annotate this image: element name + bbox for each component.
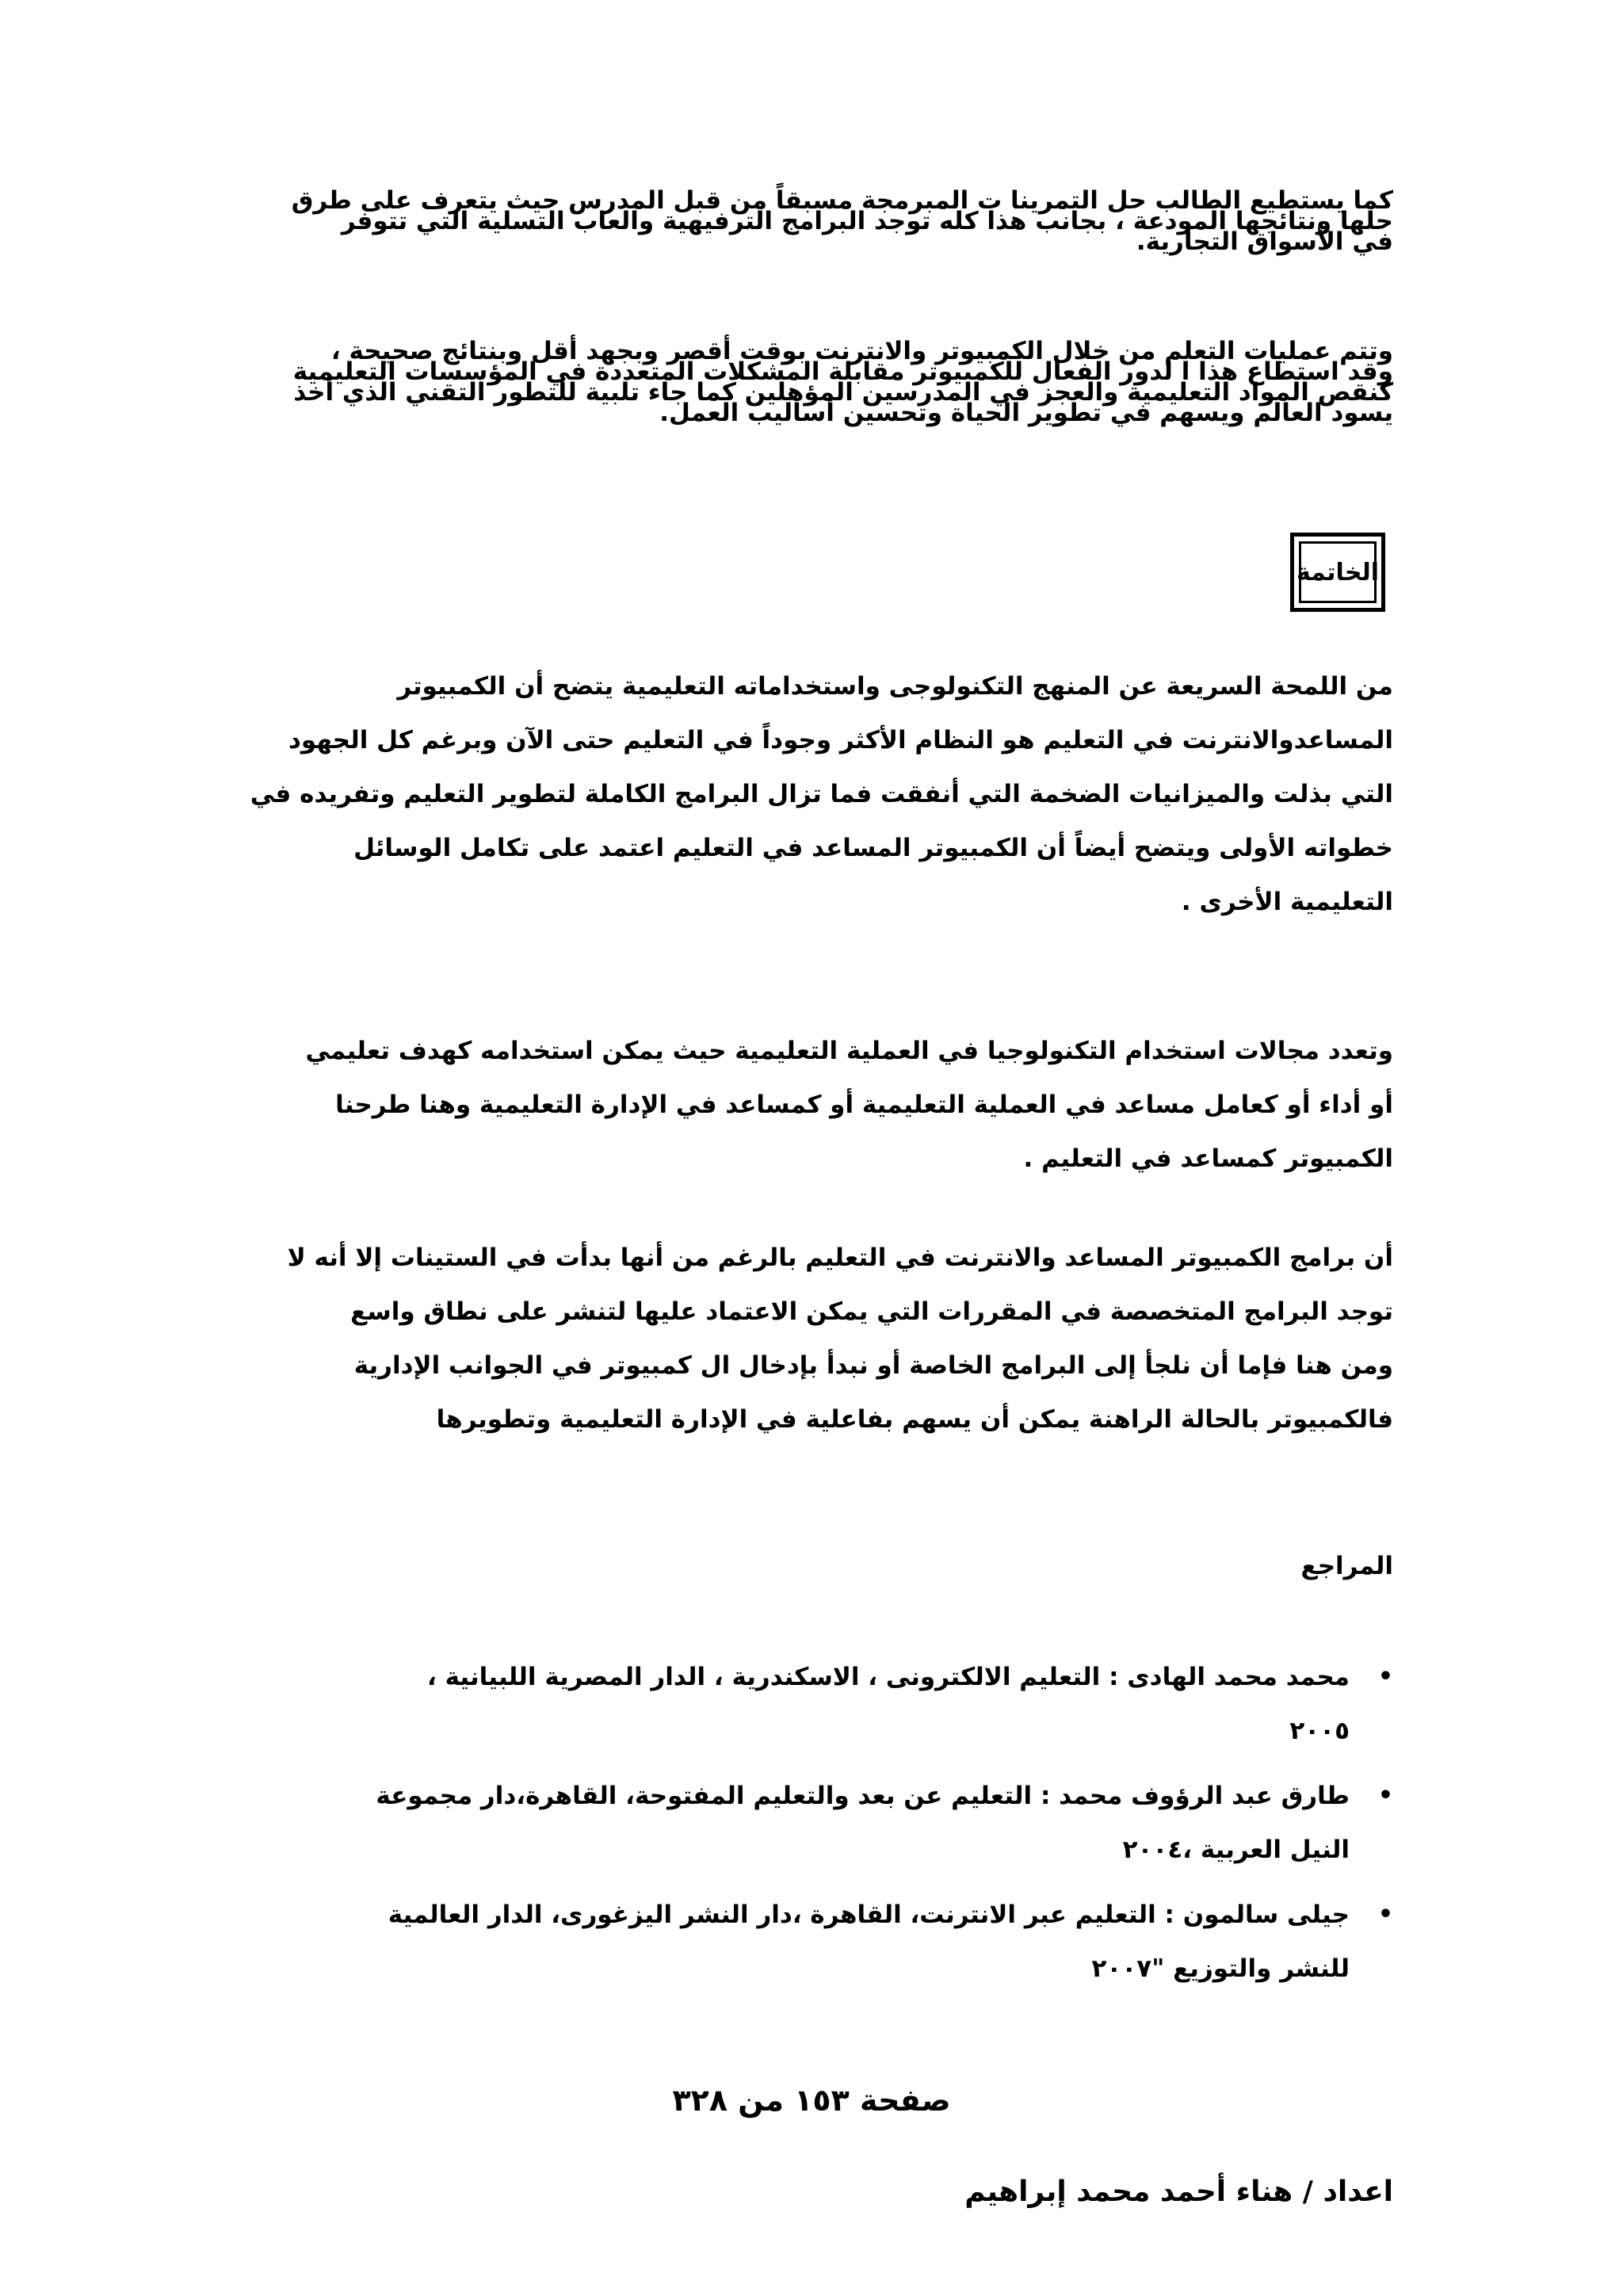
reference-line: للنشر والتوزيع "٢٠٠٧ (1091, 1954, 1350, 1983)
paragraph-line: أن برامج الكمبيوتر المساعد والانترنت في التعليم بالرغم من أنها بدأت في الستينات إلا أنه لا (287, 1244, 1393, 1272)
section-heading-box (1290, 533, 1385, 612)
paragraph-line: فالكمبيوتر بالحالة الراهنة يمكن أن يسهم بفاعلية في الإدارة التعليمية وتطويرها (436, 1405, 1393, 1434)
reference-item (236, 1888, 1393, 1996)
reference-line: طارق عبد الرؤوف محمد : التعليم عن بعد والتعليم المفتوحة، القاهرة،دار مجموعة (376, 1782, 1350, 1810)
bullet-icon: • (1377, 1901, 1393, 1928)
paragraph-line: أو أداء أو كعامل مساعد في العملية التعليمية أو كمساعد في الإدارة التعليمية وهنا طرحنا (335, 1091, 1393, 1119)
paragraph-line: خطواته الأولى ويتضح أيضاً أن الكمبيوتر المساعد في التعليم اعتمد على تكامل الوسائل (353, 834, 1393, 862)
bullet-icon: • (1377, 1782, 1393, 1809)
paragraph-2 (268, 337, 1393, 427)
paragraph-line: وتتم عمليات التعلم من خلال الكمبيوتر والانترنت بوقت أقصر وبجهد أقل وبنتائج صحيحة ، (330, 337, 1393, 365)
bullet-icon: • (1377, 1663, 1393, 1690)
paragraph-line: التي بذلت والميزانيات الضخمة التي أنفقت فما تزال البرامج الكاملة لتطوير التعليم وتفريده في (250, 780, 1393, 808)
paragraph-line: وتعدد مجالات استخدام التكنولوجيا في العملية التعليمية حيث يمكن استخدامه كهدف تعليمي (305, 1037, 1393, 1065)
paragraph-line: كنقص المواد التعليمية والعجز في المدرسين المؤهلين كما جاء تلبية للتطور التقني الذي أخذ (293, 378, 1393, 407)
paragraph-line: التعليمية الأخرى . (1181, 888, 1393, 916)
paragraph-4 (244, 1024, 1393, 1186)
paragraph-3 (244, 659, 1393, 929)
references-title: المراجع (1300, 1552, 1393, 1580)
paragraph-line: وقد استطاع هذا ا لدور الفعال للكمبيوتر مقابلة المشكلات المتعددة في المؤسسات التعليمية (292, 357, 1393, 386)
paragraph-line: في الأسواق التجارية. (1136, 227, 1393, 256)
references-list (236, 1650, 1393, 2007)
reference-item (236, 1650, 1393, 1758)
paragraph-line: ومن هنا فإما أن نلجأ إلى البرامج الخاصة أو نبدأ بإدخال ال كمبيوتر في الجوانب الإدارية (353, 1351, 1393, 1380)
reference-line: ٢٠٠٥ (1289, 1717, 1350, 1745)
paragraph-1 (268, 186, 1393, 256)
paragraph-line: كما يستطيع الطالب حل التمرينا ت المبرمجة مسبقاً من قبل المدرس حيث يتعرف على طرق (291, 186, 1393, 215)
reference-line: محمد محمد الهادى : التعليم الالكترونى ، الاسكندرية ، الدار المصرية اللبيانية ، (427, 1663, 1350, 1691)
paragraph-line: المساعدوالانترنت في التعليم هو النظام الأكثر وجوداً في التعليم حتى الآن وبرغم كل الجهود (288, 726, 1393, 755)
paragraph-5 (244, 1231, 1393, 1446)
section-heading: الخاتمة (1299, 541, 1377, 603)
paragraph-line: توجد البرامج المتخصصة في المقررات التي يمكن الاعتماد عليها لتنشر على نطاق واسع (350, 1297, 1393, 1326)
paragraph-line: يسود العالم ويسهم في تطوير الحياة وتحسين أساليب العمل. (659, 399, 1393, 427)
page-number: صفحة ١٥٣ من ٣٢٨ (672, 2083, 951, 2118)
reference-item (236, 1769, 1393, 1877)
author-credit: اعداد / هناء أحمد محمد إبراهيم (964, 2176, 1393, 2208)
reference-line: جيلى سالمون : التعليم عبر الانترنت، القاهرة ،دار النشر اليزغورى، الدار العالمية (388, 1901, 1350, 1929)
paragraph-line: الكمبيوتر كمساعد في التعليم . (1023, 1144, 1393, 1173)
reference-line: النيل العربية ،٢٠٠٤ (1122, 1836, 1350, 1864)
paragraph-line: من اللمحة السريعة عن المنهج التكنولوجى واستخداماته التعليمية يتضح أن الكمبيوتر (397, 672, 1393, 701)
paragraph-line: حلها ونتائجها المودعة ، بجانب هذا كله توجد البرامج الترفيهية والعاب التسلية التي تتوفر (341, 207, 1393, 235)
